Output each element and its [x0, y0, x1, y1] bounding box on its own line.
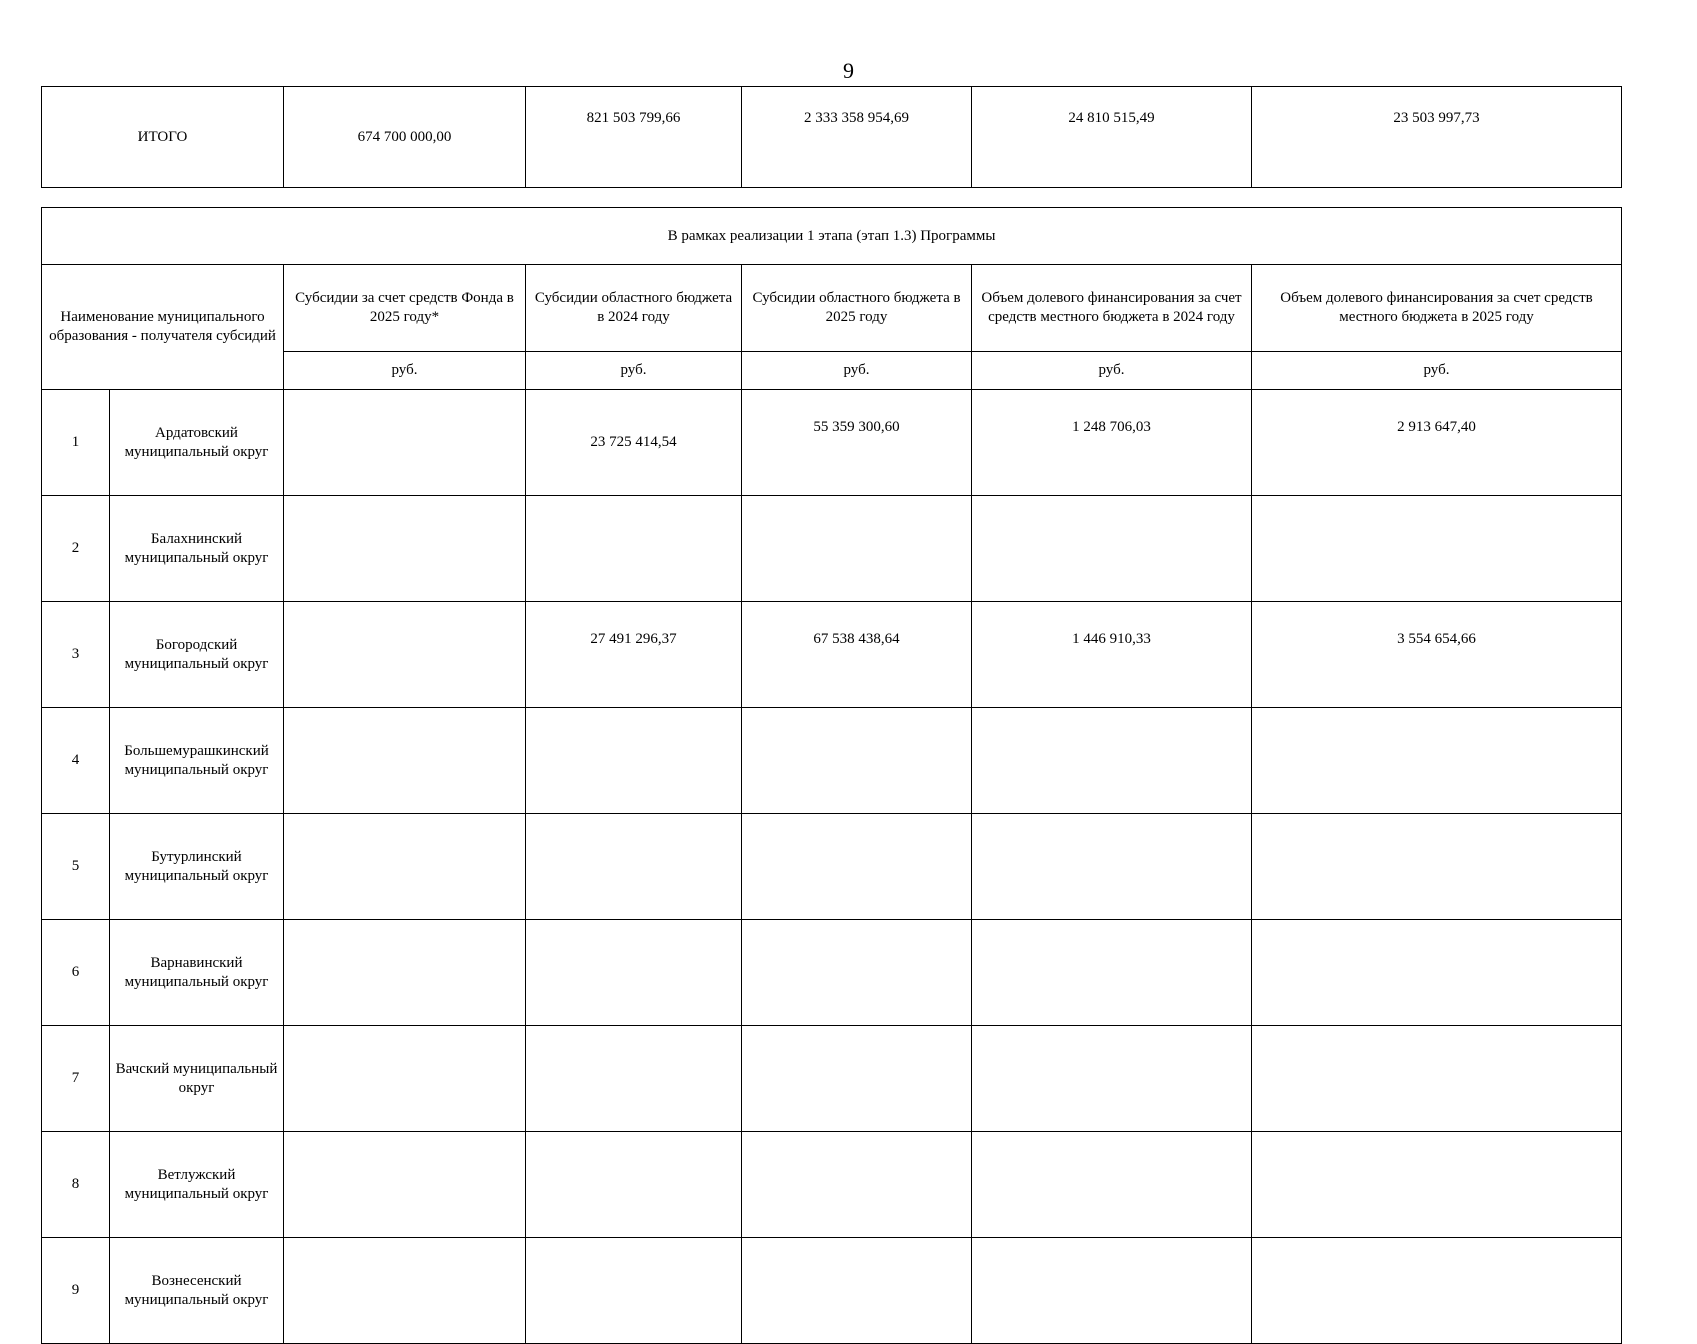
municipality-name: Бутурлинский муниципальный округ: [110, 814, 284, 920]
cell-regional-2024: [526, 1132, 742, 1238]
header-local-2025: Объем долевого финансирования за счет средств местного бюджета в 2025 году: [1252, 265, 1622, 352]
cell-fund-2025: [284, 1026, 526, 1132]
cell-regional-2024: [526, 1238, 742, 1344]
cell-fund-2025: [284, 814, 526, 920]
table-row: [42, 814, 1622, 920]
cell-regional-2024: 23 725 414,54: [526, 390, 742, 496]
header-name: Наименование муниципального образования - получателя субсидий: [42, 265, 284, 390]
unit-label: руб.: [742, 352, 972, 390]
total-value-regional-2024: 821 503 799,66: [526, 87, 742, 188]
cell-local-2025: [1252, 814, 1622, 920]
cell-regional-2024: [526, 920, 742, 1026]
row-number: 4: [42, 708, 110, 814]
cell-regional-2025: [742, 1238, 972, 1344]
cell-fund-2025: [284, 390, 526, 496]
stage-title: В рамках реализации 1 этапа (этап 1.3) Программы: [42, 208, 1622, 265]
cell-local-2024: [972, 920, 1252, 1026]
cell-local-2024: [972, 1132, 1252, 1238]
row-number: 1: [42, 390, 110, 496]
header-row: [42, 265, 1622, 352]
cell-local-2025: 2 913 647,40: [1252, 390, 1622, 496]
row-number: 3: [42, 602, 110, 708]
cell-local-2024: [972, 708, 1252, 814]
table-row: [42, 1132, 1622, 1238]
cell-local-2025: [1252, 708, 1622, 814]
table-row: [42, 920, 1622, 1026]
total-value-regional-2025: 2 333 358 954,69: [742, 87, 972, 188]
table-row: [42, 708, 1622, 814]
cell-regional-2024: [526, 708, 742, 814]
municipality-name: Ардатовский муниципальный округ: [110, 390, 284, 496]
cell-local-2024: [972, 1026, 1252, 1132]
cell-regional-2025: 55 359 300,60: [742, 390, 972, 496]
stage-title-row: [42, 208, 1622, 265]
cell-local-2025: [1252, 1238, 1622, 1344]
cell-regional-2024: [526, 496, 742, 602]
cell-fund-2025: [284, 496, 526, 602]
total-value-local-2025: 23 503 997,73: [1252, 87, 1622, 188]
table-row: [42, 496, 1622, 602]
cell-local-2025: [1252, 920, 1622, 1026]
page-number: 9: [843, 58, 854, 83]
row-number: 5: [42, 814, 110, 920]
total-label: ИТОГО: [42, 87, 284, 188]
unit-label: руб.: [1252, 352, 1622, 390]
total-row: [42, 87, 1622, 188]
municipality-name: Варнавинский муниципальный округ: [110, 920, 284, 1026]
table-row: [42, 1238, 1622, 1344]
cell-regional-2025: [742, 920, 972, 1026]
cell-fund-2025: [284, 1238, 526, 1344]
row-number: 8: [42, 1132, 110, 1238]
total-value-local-2024: 24 810 515,49: [972, 87, 1252, 188]
table-row: [42, 1026, 1622, 1132]
cell-local-2025: [1252, 1132, 1622, 1238]
cell-fund-2025: [284, 1132, 526, 1238]
cell-regional-2025: [742, 708, 972, 814]
table-row: [42, 390, 1622, 496]
header-regional-2025: Субсидии областного бюджета в 2025 году: [742, 265, 972, 352]
cell-local-2024: [972, 496, 1252, 602]
row-number: 7: [42, 1026, 110, 1132]
cell-regional-2025: 67 538 438,64: [742, 602, 972, 708]
unit-label: руб.: [284, 352, 526, 390]
cell-local-2024: [972, 814, 1252, 920]
cell-local-2024: 1 248 706,03: [972, 390, 1252, 496]
cell-local-2025: [1252, 1026, 1622, 1132]
cell-regional-2025: [742, 1132, 972, 1238]
municipality-name: Вачский муниципальный округ: [110, 1026, 284, 1132]
header-local-2024: Объем долевого финансирования за счет средств местного бюджета в 2024 году: [972, 265, 1252, 352]
cell-local-2025: [1252, 496, 1622, 602]
cell-regional-2025: [742, 1026, 972, 1132]
header-regional-2024: Субсидии областного бюджета в 2024 году: [526, 265, 742, 352]
subsidies-table: [41, 207, 1622, 1344]
row-number: 6: [42, 920, 110, 1026]
cell-local-2024: 1 446 910,33: [972, 602, 1252, 708]
cell-fund-2025: [284, 708, 526, 814]
cell-regional-2025: [742, 814, 972, 920]
cell-regional-2024: [526, 1026, 742, 1132]
cell-local-2024: [972, 1238, 1252, 1344]
cell-regional-2024: 27 491 296,37: [526, 602, 742, 708]
municipality-name: Вознесенский муниципальный округ: [110, 1238, 284, 1344]
municipality-name: Ветлужский муниципальный округ: [110, 1132, 284, 1238]
cell-regional-2024: [526, 814, 742, 920]
total-table: [41, 86, 1622, 188]
total-value-fund-2025: 674 700 000,00: [284, 87, 526, 188]
unit-label: руб.: [972, 352, 1252, 390]
row-number: 2: [42, 496, 110, 602]
municipality-name: Богородский муниципальный округ: [110, 602, 284, 708]
unit-label: руб.: [526, 352, 742, 390]
row-number: 9: [42, 1238, 110, 1344]
cell-local-2025: 3 554 654,66: [1252, 602, 1622, 708]
cell-fund-2025: [284, 920, 526, 1026]
cell-fund-2025: [284, 602, 526, 708]
header-fund-2025: Субсидии за счет средств Фонда в 2025 году*: [284, 265, 526, 352]
cell-regional-2025: [742, 496, 972, 602]
table-row: [42, 602, 1622, 708]
municipality-name: Большемурашкинский муниципальный округ: [110, 708, 284, 814]
municipality-name: Балахнинский муниципальный округ: [110, 496, 284, 602]
